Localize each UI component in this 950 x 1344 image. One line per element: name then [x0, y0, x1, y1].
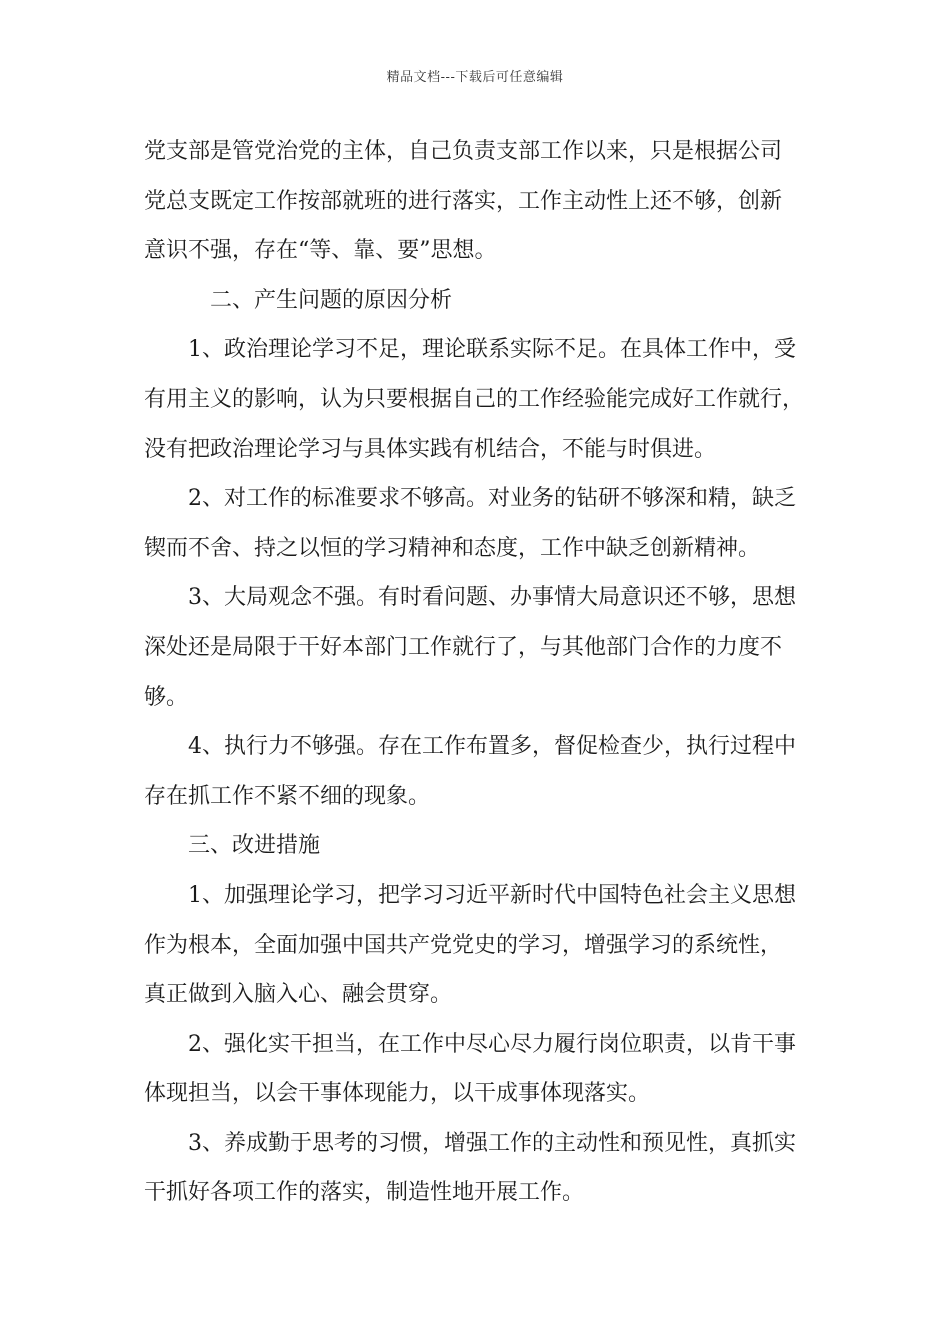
paragraph-line: 没有把政治理论学习与具体实践有机结合，不能与时俱进。 — [144, 436, 717, 462]
paragraph-line: 3、养成勤于思考的习惯，增强工作的主动性和预见性，真抓实 — [188, 1130, 796, 1156]
paragraph-line: 真正做到入脑入心、融会贯穿。 — [144, 982, 453, 1008]
paragraph-line: 意识不强，存在“等、靠、要”思想。 — [144, 238, 497, 264]
paragraph-line: 3、大局观念不强。有时看问题、办事情大局意识还不够，思想 — [188, 585, 796, 611]
paragraph-line: 存在抓工作不紧不细的现象。 — [144, 783, 431, 809]
section-heading: 二、产生问题的原因分析 — [210, 287, 453, 313]
paragraph-line: 锲而不舍、持之以恒的学习精神和态度，工作中缺乏创新精神。 — [144, 535, 761, 561]
section-heading: 三、改进措施 — [188, 833, 321, 859]
paragraph-line: 够。 — [144, 684, 189, 710]
paragraph-line: 2、对工作的标准要求不够高。对业务的钻研不够深和精，缺乏 — [188, 486, 796, 512]
paragraph-line: 体现担当，以会干事体现能力，以干成事体现落实。 — [144, 1081, 651, 1107]
page-header: 精品文档---下载后可任意编辑 — [386, 70, 564, 85]
paragraph-line: 党总支既定工作按部就班的进行落实，工作主动性上还不够，创新 — [144, 188, 783, 214]
paragraph-line: 作为根本，全面加强中国共产党党史的学习，增强学习的系统性， — [144, 932, 783, 958]
paragraph-line: 有用主义的影响，认为只要根据自己的工作经验能完成好工作就行， — [144, 386, 805, 412]
paragraph-line: 深处还是局限于干好本部门工作就行了，与其他部门合作的力度不 — [144, 634, 783, 660]
document-body — [144, 132, 812, 1223]
paragraph-line: 1、政治理论学习不足，理论联系实际不足。在具体工作中，受 — [188, 337, 796, 363]
paragraph-line: 2、强化实干担当，在工作中尽心尽力履行岗位职责，以肯干事 — [188, 1031, 796, 1057]
paragraph-line: 党支部是管党治党的主体，自己负责支部工作以来，只是根据公司 — [144, 139, 783, 164]
paragraph-line: 1、加强理论学习，把学习习近平新时代中国特色社会主义思想 — [188, 882, 796, 908]
paragraph-line: 4、执行力不够强。存在工作布置多，督促检查少，执行过程中 — [188, 734, 796, 760]
paragraph-line: 干抓好各项工作的落实，制造性地开展工作。 — [144, 1180, 585, 1206]
